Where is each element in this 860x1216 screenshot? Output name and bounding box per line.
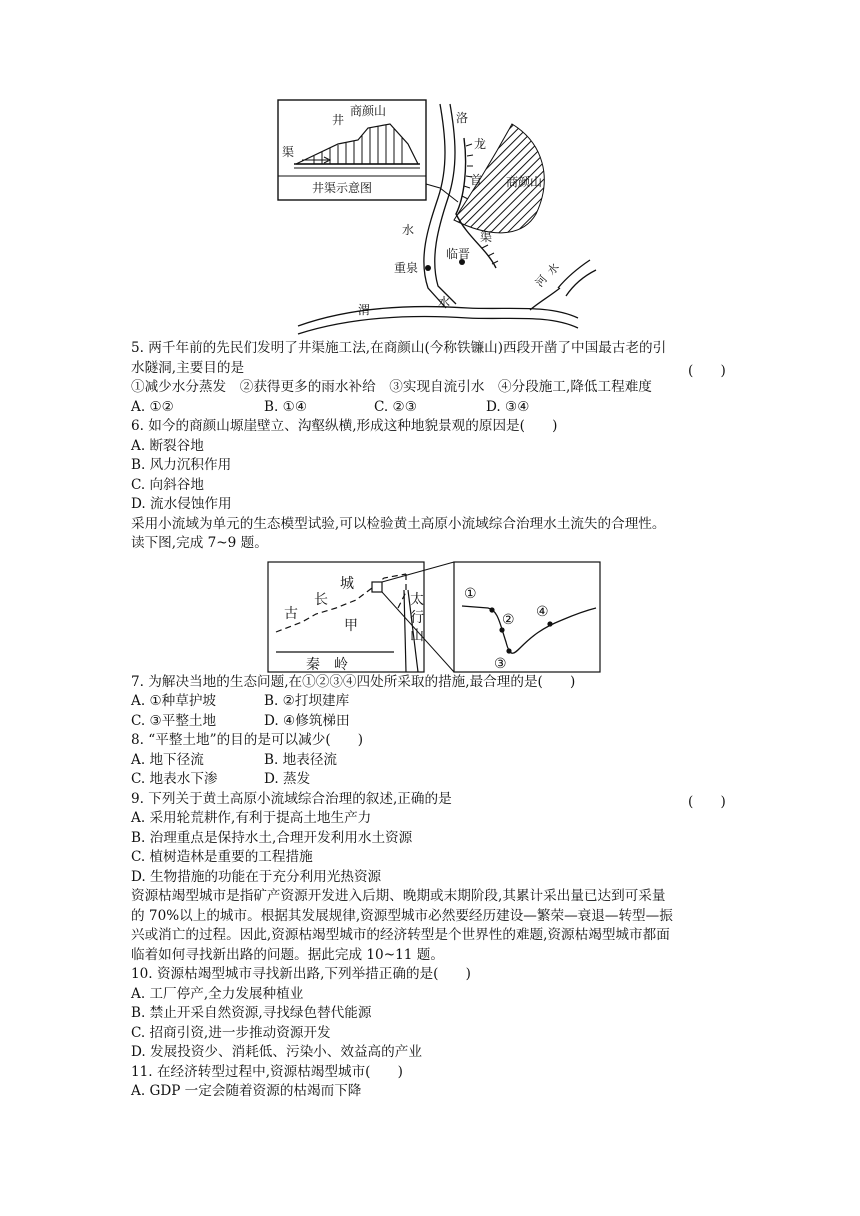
q8-option-b[interactable]: B. 地表径流 (264, 752, 338, 768)
q5-answer-paren: ( ) (688, 363, 726, 379)
q11-option-a[interactable]: A. GDP 一定会随着资源的枯竭而下降 (131, 1083, 362, 1099)
intro1-line2: 读下图,完成 7~9 题。 (131, 535, 268, 551)
taihang-label-1: 太 (410, 592, 424, 608)
q8-options-row1 (131, 751, 337, 771)
inset-title: 井渠示意图 (312, 181, 373, 195)
gu-label: 古 (284, 606, 298, 622)
loess-watershed-figure (266, 556, 602, 676)
q10-option-a[interactable]: A. 工厂停产,全力发展种植业 (131, 986, 304, 1002)
q10-stem: 10. 资源枯竭型城市寻找新出路,下列举措正确的是( ) (131, 966, 471, 982)
q7-option-b[interactable]: B. ②打坝建库 (264, 693, 350, 709)
q5-option-d[interactable]: D. ③④ (486, 399, 530, 415)
intro2-line2: 的 70%以上的城市。根据其发展规律,资源型城市必然要经历建设—繁荣—衰退—转型—振 (131, 908, 673, 924)
chongquan-label: 重泉 (394, 261, 419, 275)
linjin-label: 临晋 (446, 247, 471, 261)
intro2-line3: 兴或消亡的过程。因此,资源枯竭型城市的经济转型是个世界性的难题,资源枯竭型城市都面 (131, 927, 670, 943)
q5-statements: ①减少水分蒸发 ②获得更多的雨水补给 ③实现自流引水 ④分段施工,降低工程难度 (131, 379, 652, 395)
q7-option-d[interactable]: D. ④修筑梯田 (264, 713, 350, 729)
q5-stem-line2: 水隧洞,主要目的是 (131, 360, 245, 376)
q9-option-c[interactable]: C. 植树造林是重要的工程措施 (131, 849, 313, 865)
inset-well-label: 井 (332, 113, 345, 127)
shui-label-1: 水 (402, 223, 415, 237)
point-2-label: ② (502, 612, 515, 628)
q6-option-a[interactable]: A. 断裂谷地 (131, 438, 204, 454)
q5-stem-line1: 5. 两千年前的先民们发明了井渠施工法,在商颜山(今称铁镰山)西段开凿了中国最古老的引 (131, 340, 667, 356)
q5-option-b[interactable]: B. ①④ (264, 399, 308, 415)
q9-option-a[interactable]: A. 采用轮荒耕作,有利于提高土地生产力 (131, 810, 372, 826)
hehe-label: 河 (532, 272, 550, 290)
intro2-line1: 资源枯竭型城市是指矿产资源开发进入后期、晚期或末期阶段,其累计采出量已达到可采量 (131, 888, 666, 904)
q8-option-d[interactable]: D. 蒸发 (264, 771, 311, 787)
point-4-label: ④ (536, 604, 549, 620)
q11-stem: 11. 在经济转型过程中,资源枯竭型城市( ) (131, 1064, 403, 1080)
q10-option-d[interactable]: D. 发展投资少、消耗低、污染小、效益高的产业 (131, 1044, 422, 1060)
q8-options-row2 (131, 770, 310, 790)
q9-option-d[interactable]: D. 生物措施的功能在于充分利用光热资源 (131, 869, 382, 885)
wei-label: 渭 (358, 303, 371, 317)
shui-label-3: 水 (544, 260, 562, 278)
taihang-label-3: 山 (410, 628, 424, 644)
q7-option-a[interactable]: A. ①种草护坡 (131, 693, 217, 709)
chang-label: 长 (314, 592, 328, 608)
shou-label: 首 (470, 173, 483, 187)
qinling-label: 秦 岭 (306, 657, 348, 673)
q9-answer-paren: ( ) (688, 794, 726, 810)
q5-option-a[interactable]: A. ①② (131, 399, 174, 415)
q7-options-row1 (131, 692, 349, 712)
inset-mountain-label: 商颜山 (350, 104, 387, 118)
intro2-line4: 临着如何寻找新出路的问题。据此完成 10~11 题。 (131, 947, 444, 963)
q7-options-row2 (131, 712, 350, 732)
q9-option-b[interactable]: B. 治理重点是保持水土,合理开发利用水土资源 (131, 830, 413, 846)
long-label: 龙 (474, 137, 487, 151)
q9-stem: 9. 下列关于黄土高原小流域综合治理的叙述,正确的是 (131, 791, 452, 807)
q5-options (131, 398, 529, 418)
q10-option-c[interactable]: C. 招商引资,进一步推动资源开发 (131, 1025, 331, 1041)
luo-label: 洛 (456, 111, 469, 125)
mountain-label: 商颜山 (506, 175, 543, 189)
canal-map-figure (268, 98, 598, 338)
q8-option-c[interactable]: C. 地表水下渗 (131, 771, 218, 787)
q10-option-b[interactable]: B. 禁止开采自然资源,寻找绿色替代能源 (131, 1005, 372, 1021)
jia-label: 甲 (344, 618, 358, 634)
point-1-label: ① (464, 586, 477, 602)
intro1-line1: 采用小流域为单元的生态模型试验,可以检验黄土高原小流域综合治理水土流失的合理性。 (131, 516, 666, 532)
q8-stem: 8. “平整土地”的目的是可以减少( ) (131, 732, 364, 748)
point-3-label: ③ (494, 656, 507, 672)
q8-option-a[interactable]: A. 地下径流 (131, 752, 204, 768)
q7-option-c[interactable]: C. ③平整土地 (131, 713, 217, 729)
q6-stem: 6. 如今的商颜山塬崖壁立、沟壑纵横,形成这种地貌景观的原因是( ) (131, 418, 558, 434)
q5-option-c[interactable]: C. ②③ (374, 399, 417, 415)
taihang-label-2: 行 (410, 610, 424, 626)
q6-option-b[interactable]: B. 风力沉积作用 (131, 457, 232, 473)
shui-label-2: 水 (438, 295, 451, 309)
q6-option-d[interactable]: D. 流水侵蚀作用 (131, 496, 232, 512)
qu-label: 渠 (480, 230, 493, 244)
cheng-label: 城 (340, 576, 354, 592)
q7-stem: 7. 为解决当地的生态问题,在①②③④四处所采取的措施,最合理的是( ) (131, 674, 576, 690)
q6-option-c[interactable]: C. 向斜谷地 (131, 477, 204, 493)
inset-channel-label: 渠 (282, 145, 295, 159)
